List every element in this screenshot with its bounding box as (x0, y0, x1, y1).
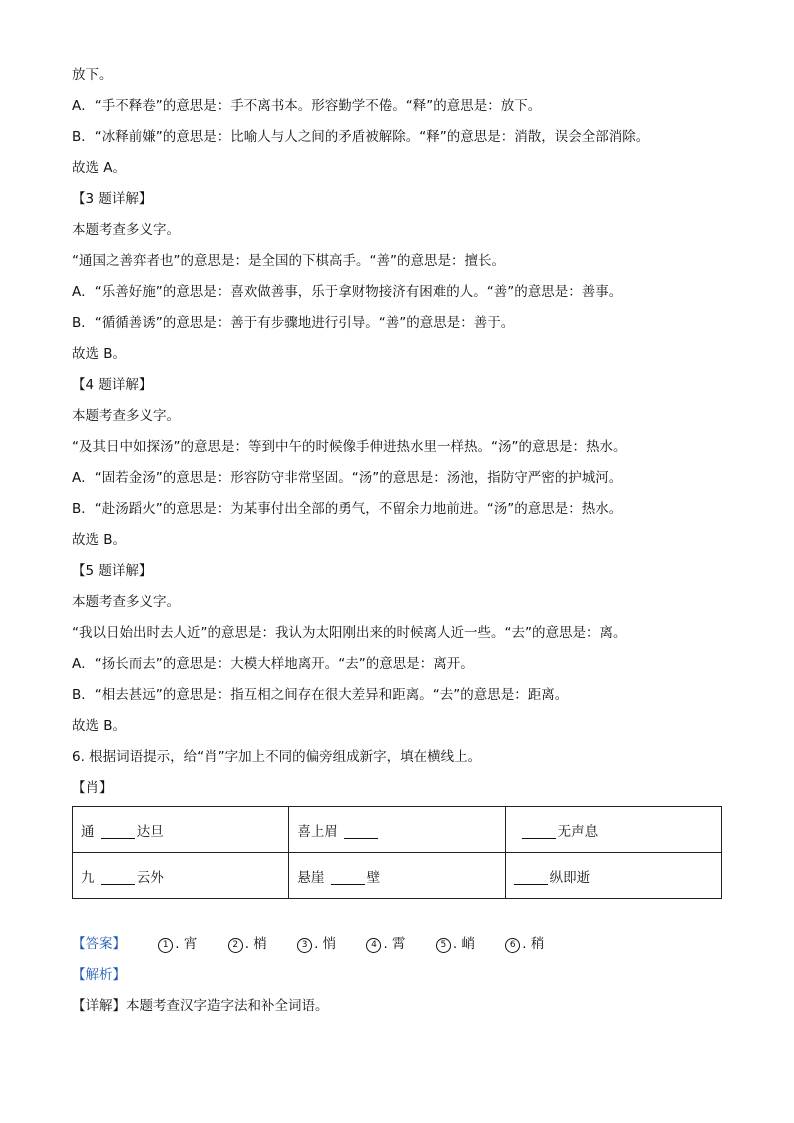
question-line: 6. 根据词语提示，给“肖”字加上不同的偏旁组成新字，填在横线上。 (72, 749, 482, 765)
blank-line (101, 870, 135, 885)
text-line: B．“冰释前嫌”的意思是：比喻人与人之间的矛盾被解除。“释”的意思是：消散，误会全部消除。 (72, 129, 650, 145)
blank-line (101, 824, 135, 839)
blank-line (344, 824, 378, 839)
circled-number: 4 (366, 938, 381, 953)
blank-line (522, 824, 556, 839)
text-line: “我以日始出时去人近”的意思是：我认为太阳刚出来的时候离人近一些。“去”的意思是：离。 (72, 625, 627, 641)
section-heading: 【3 题详解】 (72, 191, 153, 207)
table-cell: 悬崖 壁 (289, 853, 505, 899)
analysis-label: 【解析】 (72, 967, 126, 983)
text-line: 本题考查多义字。 (72, 594, 180, 610)
answer-item: 5 . 峭 (436, 936, 475, 952)
text-line: A．“扬长而去”的意思是：大模大样地离开。“去”的意思是：离开。 (72, 656, 474, 672)
answer-item: 1 . 宵 (158, 936, 197, 952)
answer-item: 4 . 霄 (366, 936, 405, 952)
text-line: “通国之善弈者也”的意思是：是全国的下棋高手。“善”的意思是：擅长。 (72, 253, 505, 269)
text-line: 故选 B。 (72, 718, 127, 734)
fill-in-table (72, 806, 722, 899)
question-char-heading: 【肖】 (72, 780, 113, 796)
text-line: 故选 A。 (72, 160, 127, 176)
table-row (73, 853, 722, 899)
detail-line: 【详解】本题考查汉字造字法和补全词语。 (72, 998, 329, 1014)
table-cell: 九 云外 (73, 853, 289, 899)
text-line: A．“固若金汤”的意思是：形容防守非常坚固。“汤”的意思是：汤池，指防守严密的护城河。 (72, 470, 623, 486)
blank-line (514, 870, 548, 885)
answer-item: 6 . 稍 (505, 936, 544, 952)
text-line: 放下。 (72, 67, 113, 83)
answer-item: 3 . 悄 (297, 936, 336, 952)
circled-number: 1 (158, 938, 173, 953)
text-line: A．“乐善好施”的意思是：喜欢做善事，乐于拿财物接济有困难的人。“善”的意思是：善事。 (72, 284, 623, 300)
text-line: B．“赴汤蹈火”的意思是：为某事付出全部的勇气，不留余力地前进。“汤”的意思是：热水。 (72, 501, 623, 517)
table-cell: 通 达旦 (73, 807, 289, 853)
circled-number: 2 (228, 938, 243, 953)
blank-line (331, 870, 365, 885)
circled-number: 6 (505, 938, 520, 953)
answer-label: 【答案】 (72, 936, 126, 952)
text-line: A．“手不释卷”的意思是：手不离书本。形容勤学不倦。“释”的意思是：放下。 (72, 98, 542, 114)
section-heading: 【5 题详解】 (72, 563, 153, 579)
text-line: B．“相去甚远”的意思是：指互相之间存在很大差异和距离。“去”的意思是：距离。 (72, 687, 569, 703)
text-line: 故选 B。 (72, 346, 127, 362)
text-line: 本题考查多义字。 (72, 222, 180, 238)
table-cell: 无声息 (505, 807, 721, 853)
document-page (72, 64, 724, 1026)
circled-number: 3 (297, 938, 312, 953)
text-line: “及其日中如探汤”的意思是：等到中午的时候像手伸进热水里一样热。“汤”的意思是：热水。 (72, 439, 627, 455)
table-row (73, 807, 722, 853)
text-line: 本题考查多义字。 (72, 408, 180, 424)
circled-number: 5 (436, 938, 451, 953)
fill-in-table-wrapper (72, 806, 724, 899)
answer-line (72, 933, 724, 964)
table-cell: 纵即逝 (505, 853, 721, 899)
text-line: 故选 B。 (72, 532, 127, 548)
answer-item: 2 . 梢 (228, 936, 267, 952)
text-line: B．“循循善诱”的意思是：善于有步骤地进行引导。“善”的意思是：善于。 (72, 315, 515, 331)
section-heading: 【4 题详解】 (72, 377, 153, 393)
table-cell: 喜上眉 (289, 807, 505, 853)
